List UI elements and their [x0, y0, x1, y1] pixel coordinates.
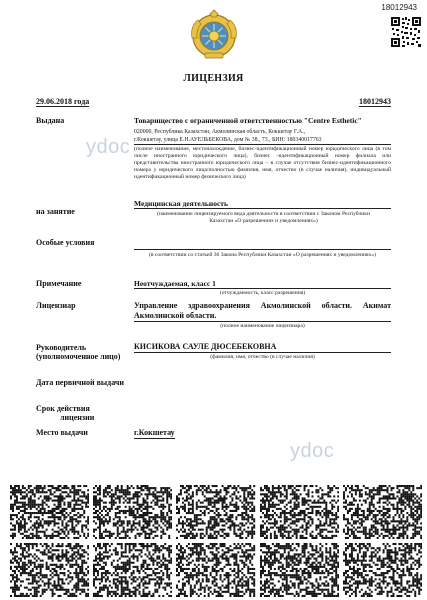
licensor-label: Лицензиар	[36, 301, 76, 310]
conditions-label: Особые условия	[36, 238, 95, 247]
activity-value: Медицинская деятельность	[134, 199, 391, 209]
qr-code-block	[10, 543, 89, 597]
qr-code-block	[260, 485, 339, 539]
watermark-1: ydoc	[86, 136, 131, 158]
licensor-value: Управление здравоохранения Акмолинской области. Акимат Акмолинской области.	[134, 301, 391, 320]
qr-code-block	[260, 543, 339, 597]
state-emblem-icon	[188, 8, 240, 60]
watermark-2: ydoc	[290, 440, 335, 462]
head-value: КИСИКОВА САУЛЕ ДЮСЕБЕКОВНА	[134, 342, 391, 353]
licensor-note: (полное наименование лицензиара)	[220, 323, 305, 329]
conditions-note: (в соответствии со статьей 36 Закона Республики Казахстан «О разрешениях и уведомлениях»)	[148, 252, 377, 258]
qr-code-strip	[10, 485, 422, 597]
issued-to-label: Выдана	[36, 116, 65, 125]
conditions-value	[134, 240, 391, 250]
issued-to-address-line1: 020000, Республика Казахстан, Акмолинская область, Кокшетау Г.А.,	[134, 129, 306, 135]
qr-code-block	[176, 543, 255, 597]
issued-to-org: Товарищество с ограниченной ответственностью "Centre Esthetic"	[134, 116, 362, 125]
document-number-top: 18012943	[381, 3, 417, 12]
qr-code-block	[93, 543, 172, 597]
head-label-line2: (уполномоченное лицо)	[36, 352, 121, 361]
issued-to-note: (полное наименование, местонахождение, бизнес-идентификационный номер юридического лица (в том числе иностранного юридического лица), бизнес -идентификационный номер филиала или представительства иностранного юридического лица – в случае отсутствия бизнес-идентификационного номера у юридического лица/полностью фамилия, имя, отчество (в случае наличия), индивидуальный идентификационный номер физического лица)	[134, 146, 391, 180]
issued-to-address-line2: г.Кокшетау, улица Е.Н.АУЕЛЬБЕКОВА, дом № 38., 73., БИН: 180340017763	[134, 137, 391, 145]
issue-date: 29.06.2018 года	[36, 97, 90, 106]
activity-note: (наименование лицензируемого вида деятельности в соответствии с Законом Республики Казахстан «О разрешениях и уведомлениях»)	[156, 211, 371, 224]
validity-label-line1: Срок действия	[36, 404, 90, 413]
place-label: Место выдачи	[36, 428, 88, 437]
license-number: 18012943	[359, 97, 391, 106]
qr-code-block	[343, 543, 422, 597]
remark-value: Неотчуждаемая, класс 1	[134, 279, 391, 289]
qr-code-block	[93, 485, 172, 539]
qr-code-block	[176, 485, 255, 539]
qr-code-block	[343, 485, 422, 539]
activity-label: на занятие	[36, 207, 75, 216]
first-issue-date-label: Дата первичной выдачи	[36, 378, 125, 387]
place-value: г.Кокшетау	[134, 428, 175, 437]
qr-code-block	[10, 485, 89, 539]
document-title: ЛИЦЕНЗИЯ	[183, 73, 244, 84]
remark-label: Примечание	[36, 279, 82, 288]
qr-code	[390, 16, 422, 48]
head-label-line1: Руководитель	[36, 343, 87, 352]
validity-label-line2: лицензии	[60, 413, 95, 422]
head-note: (фамилия, имя, отчество (в случае наличия)	[210, 354, 315, 360]
remark-note: (отчуждаемость, класс разрешения)	[219, 290, 306, 296]
